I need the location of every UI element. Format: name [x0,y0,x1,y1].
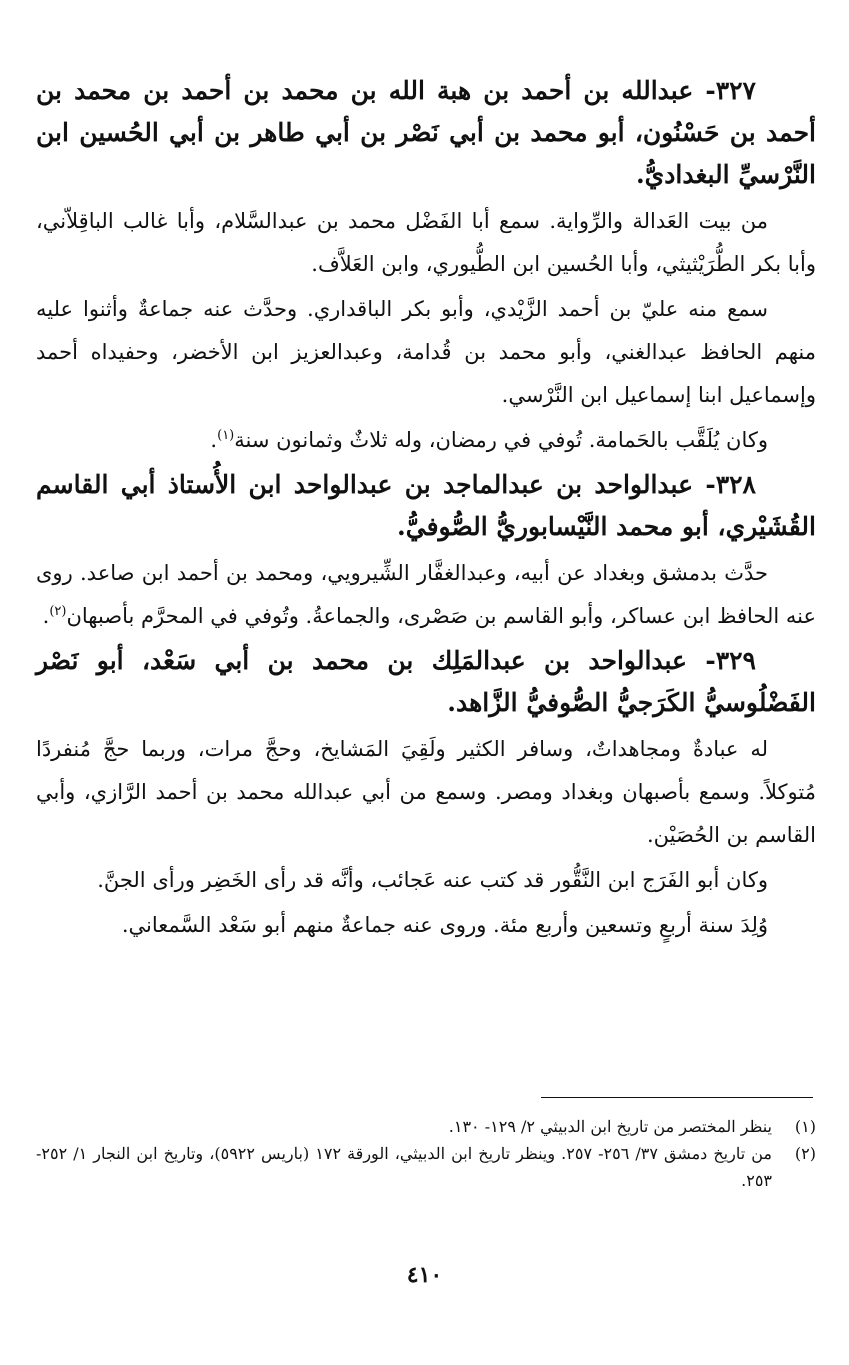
entry-329 [36,640,816,947]
entry-paragraph [36,200,816,286]
entry-paragraph [36,419,816,462]
footnote-separator [541,1097,813,1098]
footnote-marker: (١) [217,428,235,443]
paragraph-text: من بيت العَدالة والرِّواية. سمع أبا الفَضْل محمد بن عبدالسَّلام، وأبا غالب الباقِلاّني، وأبا بكر الطُّرَيْثيثي، وأبا الحُسين ابن الطُّيوري، وابن العَلاَّف. [36,209,816,276]
footnote-2 [36,1140,816,1194]
paragraph-text: وكان يُلَقَّب بالحَمامة. تُوفي في رمضان، وله ثلاثٌ وثمانون سنة [234,428,768,452]
entry-paragraph [36,288,816,417]
footnote-text: من تاريخ دمشق ٣٧/ ٢٥٦- ٢٥٧. وينظر تاريخ ابن الدبيثي، الورقة ١٧٢ (باريس ٥٩٢٢)، وتاريخ ابن النجار ١/ ٢٥٢- ٢٥٣. [36,1144,773,1190]
page-body [36,70,816,949]
sentence-end: . [210,428,218,452]
entry-paragraph [36,904,816,947]
entry-paragraph [36,728,816,857]
entry-title: ٣٢٩- عبدالواحد بن عبدالمَلِك بن محمد بن أبي سَعْد، أبو نَصْر الفَضْلُوسيُّ الكَرَجيُّ الصُّوفيُّ الزَّاهد. [36,646,816,717]
page-number: ٤١٠ [406,1262,443,1288]
sentence-end: . [42,604,50,628]
footnote-marker: (٢) [49,604,67,619]
paragraph-text: سمع منه عليّ بن أحمد الزَّيْدي، وأبو بكر الباقداري. وحدَّث عنه جماعةٌ وأثنوا عليه منهم الحافظ عبدالغني، وأبو محمد بن قُدامة، وعبدالعزيز ابن الأخضر، وحفيداه أحمد وإسماعيل ابنا إسماعيل ابن النَّرْسي. [36,297,816,407]
entry-paragraph [36,859,816,902]
entry-327 [36,70,816,462]
entry-paragraph [36,552,816,638]
footnote-text: ينظر المختصر من تاريخ ابن الدبيثي ٢/ ١٢٩- ١٣٠. [448,1117,772,1136]
footnote-number: (١) [794,1117,816,1136]
paragraph-text: وكان أبو الفَرَج ابن النَّقُّور قد كتب عنه عَجائب، وأنَّه قد رأى الخَضِر ورأى الجنَّ. [97,868,768,892]
footnote-1 [36,1113,816,1140]
entry-title: ٣٢٧- عبدالله بن أحمد بن هبة الله بن محمد بن أحمد بن محمد بن أحمد بن حَسْنُون، أبو محمد بن أبي نَصْر بن أبي طاهر بن أبي الحُسين ابن النَّرْسيِّ البغداديُّ. [36,76,816,189]
entry-328 [36,464,816,638]
paragraph-text: له عبادةٌ ومجاهداتٌ، وسافر الكثير ولَقِيَ المَشايخ، وحجَّ مرات، وربما حجَّ مُنفردًا مُتوكلاً. وسمع بأصبهان وبغداد ومصر. وسمع من أبي عبدالله محمد بن أحمد الرَّازي، وأبي القاسم بن الحُصَيْن. [36,737,816,847]
paragraph-text: وُلِدَ سنة أربعٍ وتسعين وأربع مئة. وروى عنه جماعةٌ منهم أبو سَعْد السَّمعاني. [121,913,768,937]
paragraph-text: حدَّث بدمشق وبغداد عن أبيه، وعبدالغفَّار الشِّيرويي، ومحمد بن أحمد ابن صاعد. روى عنه الحافظ ابن عساكر، وأبو القاسم بن صَصْرى، والجماعةُ. وتُوفي في المحرَّم بأصبهان [36,561,816,628]
footnote-number: (٢) [794,1144,816,1163]
footnotes [36,1113,816,1194]
entry-title: ٣٢٨- عبدالواحد بن عبدالماجد بن عبدالواحد ابن الأُستاذ أبي القاسم القُشَيْري، أبو محمد النَّيْسابوريُّ الصُّوفيُّ. [36,470,816,541]
